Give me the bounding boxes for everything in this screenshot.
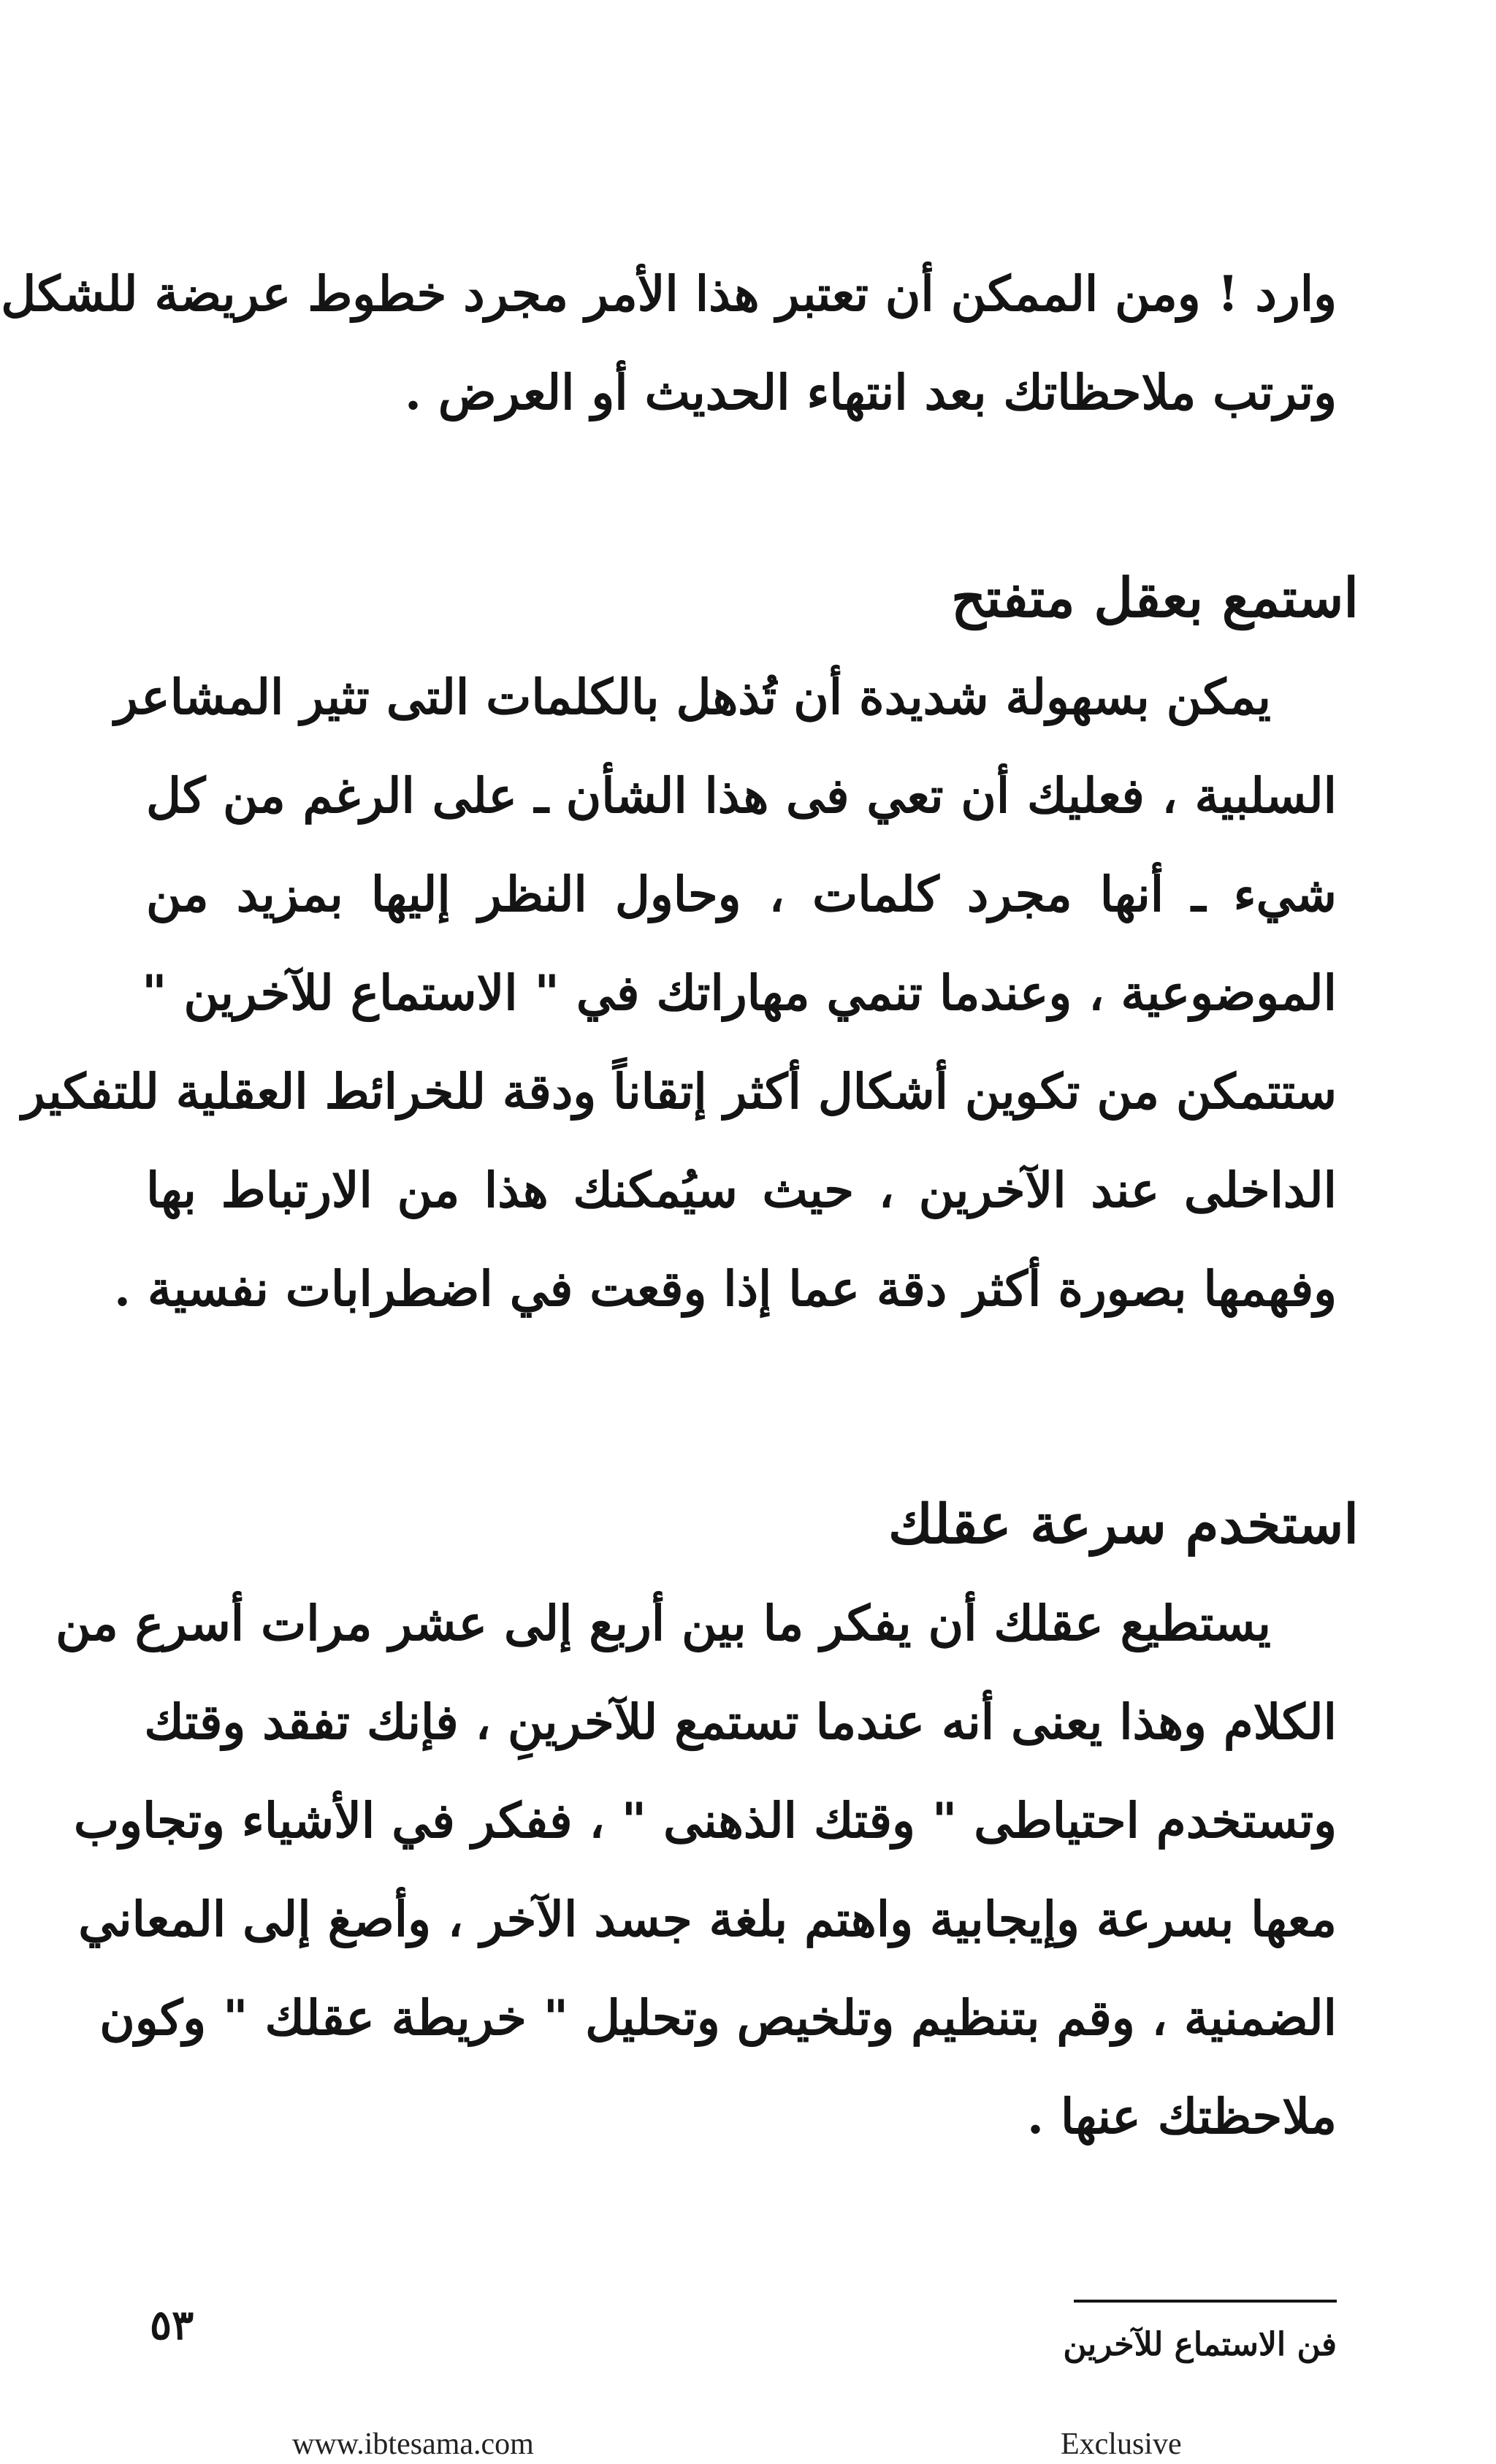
text-line: وترتب ملاحظاتك بعد انتهاء الحديث أو العرض . xyxy=(404,364,1337,421)
text-line: يمكن بسهولة شديدة أن تُذهل بالكلمات التى تثير المشاعر xyxy=(114,668,1271,725)
text-line: وفهمها بصورة أكثر دقة عما إذا وقعت في اضطرابات نفسية . xyxy=(113,1260,1337,1317)
section-heading: استخدم سرعة عقلك xyxy=(888,1493,1359,1556)
text-line: شيء ـ أنها مجرد كلمات ، وحاول النظر إليها بمزيد من xyxy=(146,866,1337,923)
footer-rule xyxy=(1074,2300,1337,2303)
section-heading: استمع بعقل متفتح xyxy=(951,567,1359,630)
text-line: الضمنية ، وقم بتنظيم وتلخيص وتحليل " خريطة عقلك " وكون xyxy=(99,1989,1337,2046)
text-line: السلبية ، فعليك أن تعي فى هذا الشأن ـ على الرغم من كل xyxy=(146,767,1337,824)
text-line: الموضوعية ، وعندما تنمي مهاراتك في " الاستماع للآخرين " xyxy=(142,964,1337,1021)
exclusive-label: Exclusive xyxy=(1061,2427,1182,2461)
text-line: معها بسرعة وإيجابية واهتم بلغة جسد الآخر ، وأصغ إلى المعاني xyxy=(78,1891,1337,1948)
text-line: يستطيع عقلك أن يفكر ما بين أربع إلى عشر مرات أسرع من xyxy=(56,1595,1271,1652)
page-number: ٥٣ xyxy=(150,2301,194,2349)
text-line: ستتمكن من تكوين أشكال أكثر إتقاناً ودقة للخرائط العقلية للتفكير xyxy=(21,1063,1337,1120)
text-line: الداخلى عند الآخرين ، حيث سيُمكنك هذا من الارتباط بها xyxy=(146,1162,1337,1218)
website-link[interactable]: www.ibtesama.com xyxy=(292,2427,534,2461)
text-line: الكلام وهذا يعنى أنه عندما تستمع للآخرينِ ، فإنك تفقد وقتك xyxy=(144,1693,1337,1750)
text-line: وارد ! ومن الممكن أن تعتبر هذا الأمر مجرد خطوط عريضة للشكل xyxy=(1,265,1337,322)
text-line: ملاحظتك عنها . xyxy=(1027,2088,1337,2145)
book-title: فن الاستماع للآخرين xyxy=(1063,2326,1337,2363)
text-line: وتستخدم احتياطى " وقتك الذهنى " ، ففكر في الأشياء وتجاوب xyxy=(73,1792,1337,1849)
